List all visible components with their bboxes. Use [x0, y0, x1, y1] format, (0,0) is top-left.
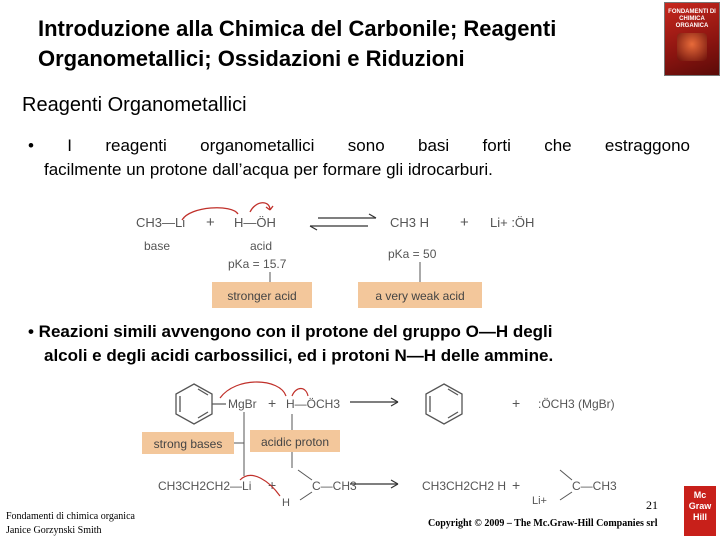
box-strong-bases-label: strong bases — [153, 437, 223, 451]
plus-sign-2: + — [460, 214, 469, 231]
title-line-1: Introduzione alla Chimica del Carbonile; Reagenti — [38, 16, 557, 41]
label-base: base — [144, 239, 171, 253]
product-methane: CH3 H — [390, 215, 430, 230]
plus-sign-4: + — [512, 395, 521, 411]
footer-copyright: Copyright © 2009 – The Mc.Graw-Hill Companies srl — [428, 518, 658, 529]
box-weak-acid-label: a very weak acid — [375, 289, 465, 303]
label-acid: acid — [250, 239, 273, 253]
benzene-ring-reactant — [176, 384, 212, 424]
bullet-2-line-2: alcoli e degli acidi carbossilici, ed i protoni N—H delle ammine. — [44, 346, 554, 365]
plus-sign-1: + — [206, 214, 215, 231]
bullet-2-line-1: • Reazioni simili avvengono con il protone del gruppo O—H degli — [28, 322, 553, 341]
bullet-1-line-2: facilmente un protone dall’acqua per formare gli idrocarburi. — [44, 160, 493, 179]
curved-arrow-4 — [292, 389, 308, 397]
bond-co-down — [300, 492, 312, 500]
label-li-plus: Li+ — [532, 495, 547, 507]
reaction-scheme-2 — [140, 372, 620, 508]
equilibrium-arrow — [310, 214, 376, 230]
label-propane: CH3CH2CH2 H — [422, 479, 507, 493]
product-lioh: Li+ :ÖH — [490, 215, 535, 230]
reactant-ch3li: CH3—Li — [136, 215, 186, 230]
footer-book-credit — [6, 510, 135, 538]
bond-acetate-co-down — [560, 492, 572, 500]
bond-acetate-co-up — [560, 470, 572, 480]
mcgraw-hill-logo: Mc Graw Hill — [684, 486, 716, 536]
footer-author: Janice Gorzynski Smith — [6, 525, 102, 536]
label-methoxide: :ÖCH3 (MgBr) — [538, 397, 615, 411]
box-acidic-proton-label: acidic proton — [260, 435, 330, 449]
label-mgbr: MgBr — [228, 397, 257, 411]
slide-title — [38, 14, 556, 74]
reactant-water: H—ÖH — [234, 215, 276, 230]
book-cover-image — [664, 2, 720, 76]
section-subtitle: Reagenti Organometallici — [22, 94, 247, 116]
bullet-1-line-1: • I reagenti organometallici sono basi forti che estraggono — [28, 136, 690, 155]
reaction-scheme-1 — [120, 196, 560, 312]
title-line-2: Organometallici; Ossidazioni e Riduzioni — [38, 46, 465, 71]
label-propyllithium: CH3CH2CH2—Li — [158, 479, 252, 493]
label-h-och3: H—ÖCH3 — [286, 397, 341, 411]
plus-sign-6: + — [512, 477, 521, 493]
label-acetate-c-ch3: C—CH3 — [572, 479, 617, 493]
label-acid-h: H — [282, 497, 290, 508]
page-number: 21 — [646, 498, 658, 512]
box-stronger-acid-label: stronger acid — [227, 289, 297, 303]
benzene-ring-product — [426, 384, 462, 424]
plus-sign-5: + — [268, 477, 277, 493]
pka-left: pKa = 15.7 — [228, 257, 287, 271]
book-cover-text: FONDAMENTI DI CHIMICA ORGANICA — [668, 9, 716, 29]
bond-co-up — [298, 470, 312, 480]
plus-sign-3: + — [268, 395, 277, 411]
pka-right: pKa = 50 — [388, 247, 437, 261]
label-acetic-c-ch3: C—CH3 — [312, 479, 357, 493]
footer-book-title: Fondamenti di chimica organica — [6, 511, 135, 522]
book-cover-art — [677, 33, 707, 61]
